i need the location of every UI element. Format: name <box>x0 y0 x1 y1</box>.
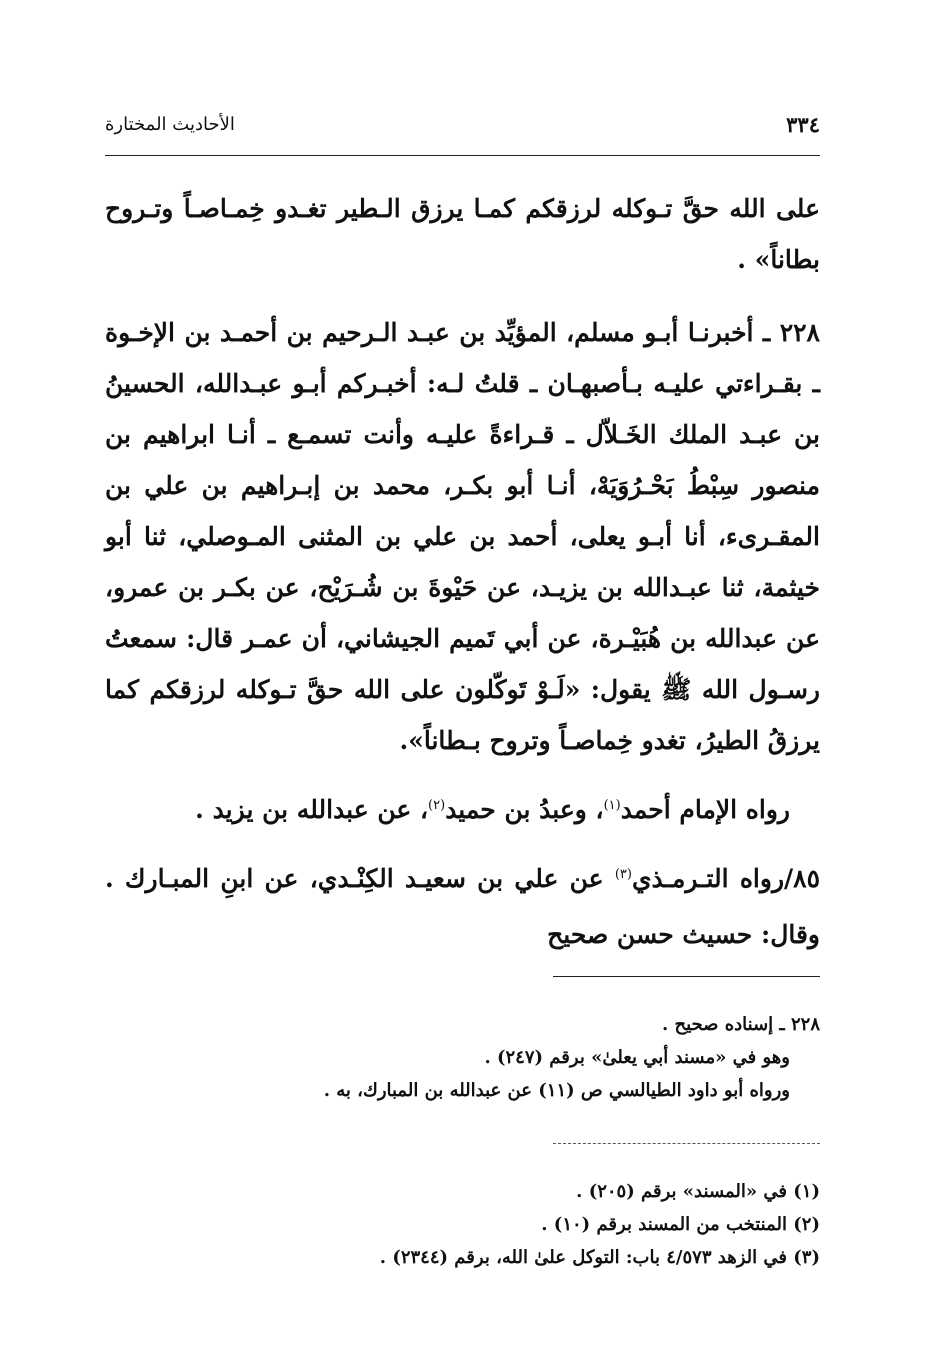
note-text-2: عن علي بن سعيـد الكِنْـدي، عن ابنِ المبـارك . وقال: حسيث حسن صحيح <box>105 864 820 949</box>
footnote-1: (١) في «المسند» برقم (٢٠٥) . <box>576 1181 820 1202</box>
footnote-ref-2[interactable]: (٢) <box>428 798 446 813</box>
takhrij-divider <box>553 976 820 977</box>
footnote-ref-1[interactable]: (١) <box>603 798 621 813</box>
footnote-ref-3[interactable]: (٣) <box>614 867 632 882</box>
takhrij-line-1: ٢٢٨ ـ إسناده صحيح . <box>661 1014 820 1035</box>
footnote-divider <box>553 1143 820 1144</box>
tirmidhi-note <box>105 847 820 963</box>
note-text-1: ٨٥/رواه التـرمـذي <box>631 864 821 893</box>
footnote-3: (٣) في الزهد ٤/٥٧٣ باب: التوكل علىٰ الله، برقم (٢٣٤٤) . <box>379 1247 820 1268</box>
footnote-2: (٢) المنتخب من المسند برقم (١٠) . <box>541 1214 820 1235</box>
page-header <box>105 112 820 142</box>
running-title: الأحاديث المختارة <box>105 114 235 135</box>
hadith-228-text: ٢٢٨ ـ أخبرنـا أبـو مسلم، المؤيِّد بن عبـد الـرحيم بن أحمـد بن الإخـوة ـ بقـراءتي عليـه بـأصبهـان ـ قلتُ لـه: أخبـركم أبـو عبـدالله، الحسينُ بن عبـد الملك الخَـلاّل ـ قـراءةً عليـه وأنت تسمـع ـ أنـا ابراهيم بن منصور سِبْطُ بَحْـرُوَيَهْ، أنـا أبو بكـر، محمد بن إبـراهيم بن علي بن المقـرىء، أنا أبـو يعلى، أحمد بن علي بن المثنى المـوصلي، ثنا أبو خيثمة، ثنا عبـدالله بن يزيـد، عن حَيْوةَ بن شُـرَيْح، عن بكـر بن عمرو، عن عبدالله بن هُبَيْـرة، عن أبي تَميم الجيشاني، أن عمـر قال: سمعتُ رسـول الله ﷺ يقول: «لَـوْ تَوكّلون على الله حقَّ تـوكله لرزقكم كما يرزقُ الطيرُ، تغدو خِماصـاً وتروح بـطاناً». <box>105 318 820 755</box>
hadith-continuation: على الله حقَّ تـوكله لرزقكم كمـا يرزق الـطير تغـدو خِمـاصـاً وتـروح بطاناً» . <box>105 194 820 274</box>
rawah-text-1: رواه الإمام أحمد <box>620 795 790 824</box>
page-number: ٣٣٤ <box>786 112 820 137</box>
header-divider <box>105 155 820 156</box>
narration-source <box>105 780 820 835</box>
takhrij-line-2: وهو في «مسند أبي يعلىٰ» برقم (٢٤٧) . <box>484 1047 790 1068</box>
rawah-text-3: ، عن عبدالله بن يزيد . <box>195 795 429 824</box>
takhrij-line-3: ورواه أبو داود الطيالسي ص (١١) عن عبدالله بن المبارك، به . <box>323 1080 790 1101</box>
rawah-text-2: ، وعبدُ بن حميد <box>445 795 604 824</box>
